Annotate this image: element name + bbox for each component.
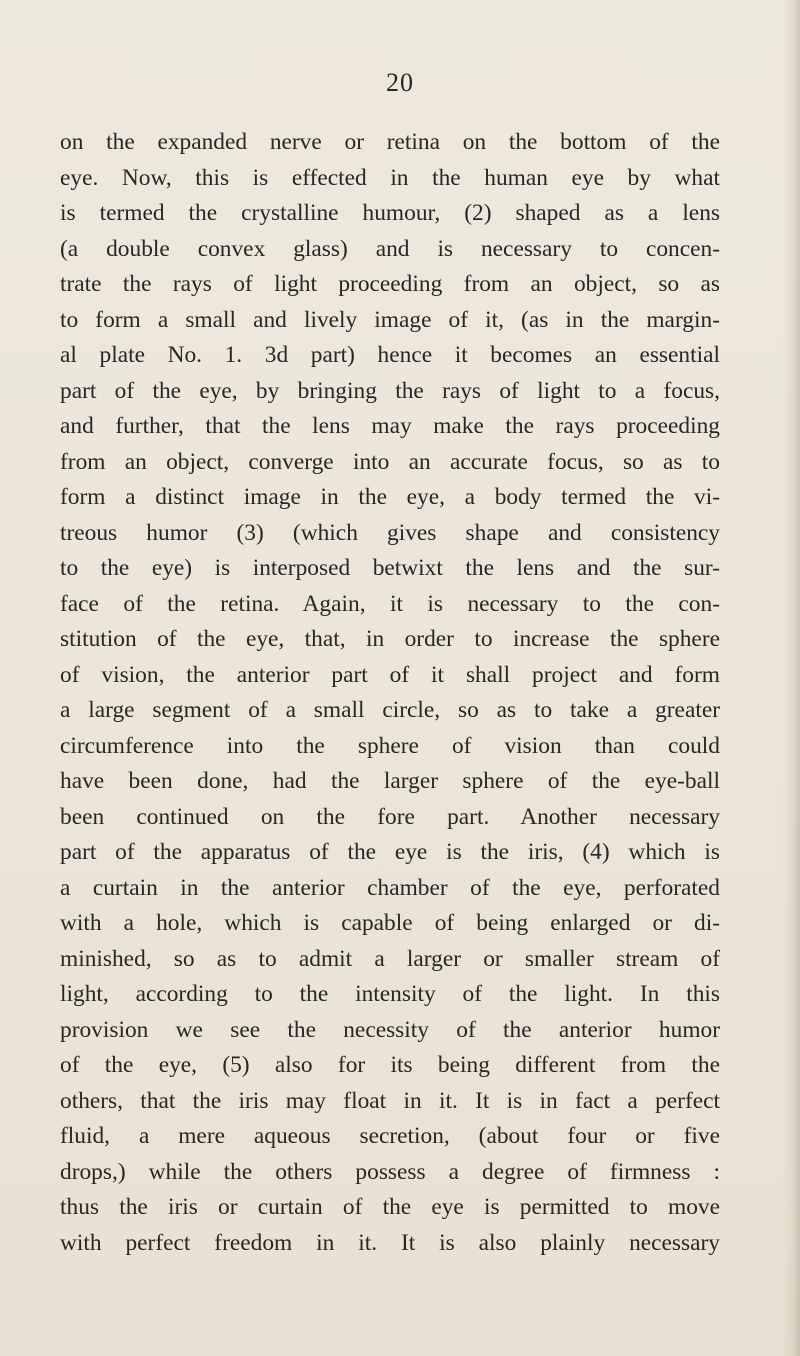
- text-line: to form a small and lively image of it, (as in the margin-: [60, 306, 720, 333]
- text-line: part of the apparatus of the eye is the iris, (4) which is: [60, 839, 720, 865]
- text-line: with a hole, which is capable of being enlarged or di-: [60, 910, 720, 936]
- text-line: form a distinct image in the eye, a body termed the vi-: [60, 484, 720, 510]
- text-line: been continued on the fore part. Another necessary: [60, 803, 720, 830]
- text-line: thus the iris or curtain of the eye is permitted to move: [60, 1194, 720, 1220]
- text-line: treous humor (3) (which gives shape and consistency: [60, 519, 720, 546]
- text-line: a large segment of a small circle, so as to take a greater: [60, 697, 720, 723]
- text-line: minished, so as to admit a larger or smaller stream of: [60, 945, 720, 972]
- text-line: eye. Now, this is effected in the human eye by what: [60, 164, 720, 191]
- text-line: face of the retina. Again, it is necessary to the con-: [60, 590, 720, 617]
- text-line: is termed the crystalline humour, (2) shaped as a lens: [60, 200, 720, 226]
- text-line: on the expanded nerve or retina on the bottom of the: [60, 129, 720, 155]
- text-line: of the eye, (5) also for its being different from the: [60, 1052, 720, 1078]
- text-line: al plate No. 1. 3d part) hence it becomes an essential: [60, 342, 720, 368]
- text-line: light, according to the intensity of the light. In this: [60, 981, 720, 1007]
- text-line: with perfect freedom in it. It is also plainly necessary: [60, 1229, 720, 1256]
- text-line: to the eye) is interposed betwixt the lens and the sur-: [60, 555, 720, 581]
- text-line: trate the rays of light proceeding from an object, so as: [60, 271, 720, 297]
- page-edge-shadow: [782, 0, 800, 1356]
- text-line: from an object, converge into an accurate focus, so as to: [60, 448, 720, 475]
- text-line: (a double convex glass) and is necessary to concen-: [60, 235, 720, 262]
- text-line: stitution of the eye, that, in order to increase the sphere: [60, 626, 720, 652]
- text-line: and further, that the lens may make the rays proceeding: [60, 413, 720, 439]
- text-line: of vision, the anterior part of it shall project and form: [60, 661, 720, 688]
- text-line: a curtain in the anterior chamber of the eye, perforated: [60, 874, 720, 901]
- text-line: part of the eye, by bringing the rays of light to a focus,: [60, 377, 720, 404]
- page-number: 20: [386, 68, 414, 97]
- body-text: [60, 125, 720, 1261]
- text-line: have been done, had the larger sphere of the eye-ball: [60, 768, 720, 794]
- text-line: provision we see the necessity of the anterior humor: [60, 1016, 720, 1043]
- text-line: fluid, a mere aqueous secretion, (about four or five: [60, 1123, 720, 1149]
- text-line: others, that the iris may float in it. It is in fact a perfect: [60, 1087, 720, 1114]
- text-line: drops,) while the others possess a degree of firmness :: [60, 1158, 720, 1185]
- text-line: circumference into the sphere of vision than could: [60, 732, 720, 759]
